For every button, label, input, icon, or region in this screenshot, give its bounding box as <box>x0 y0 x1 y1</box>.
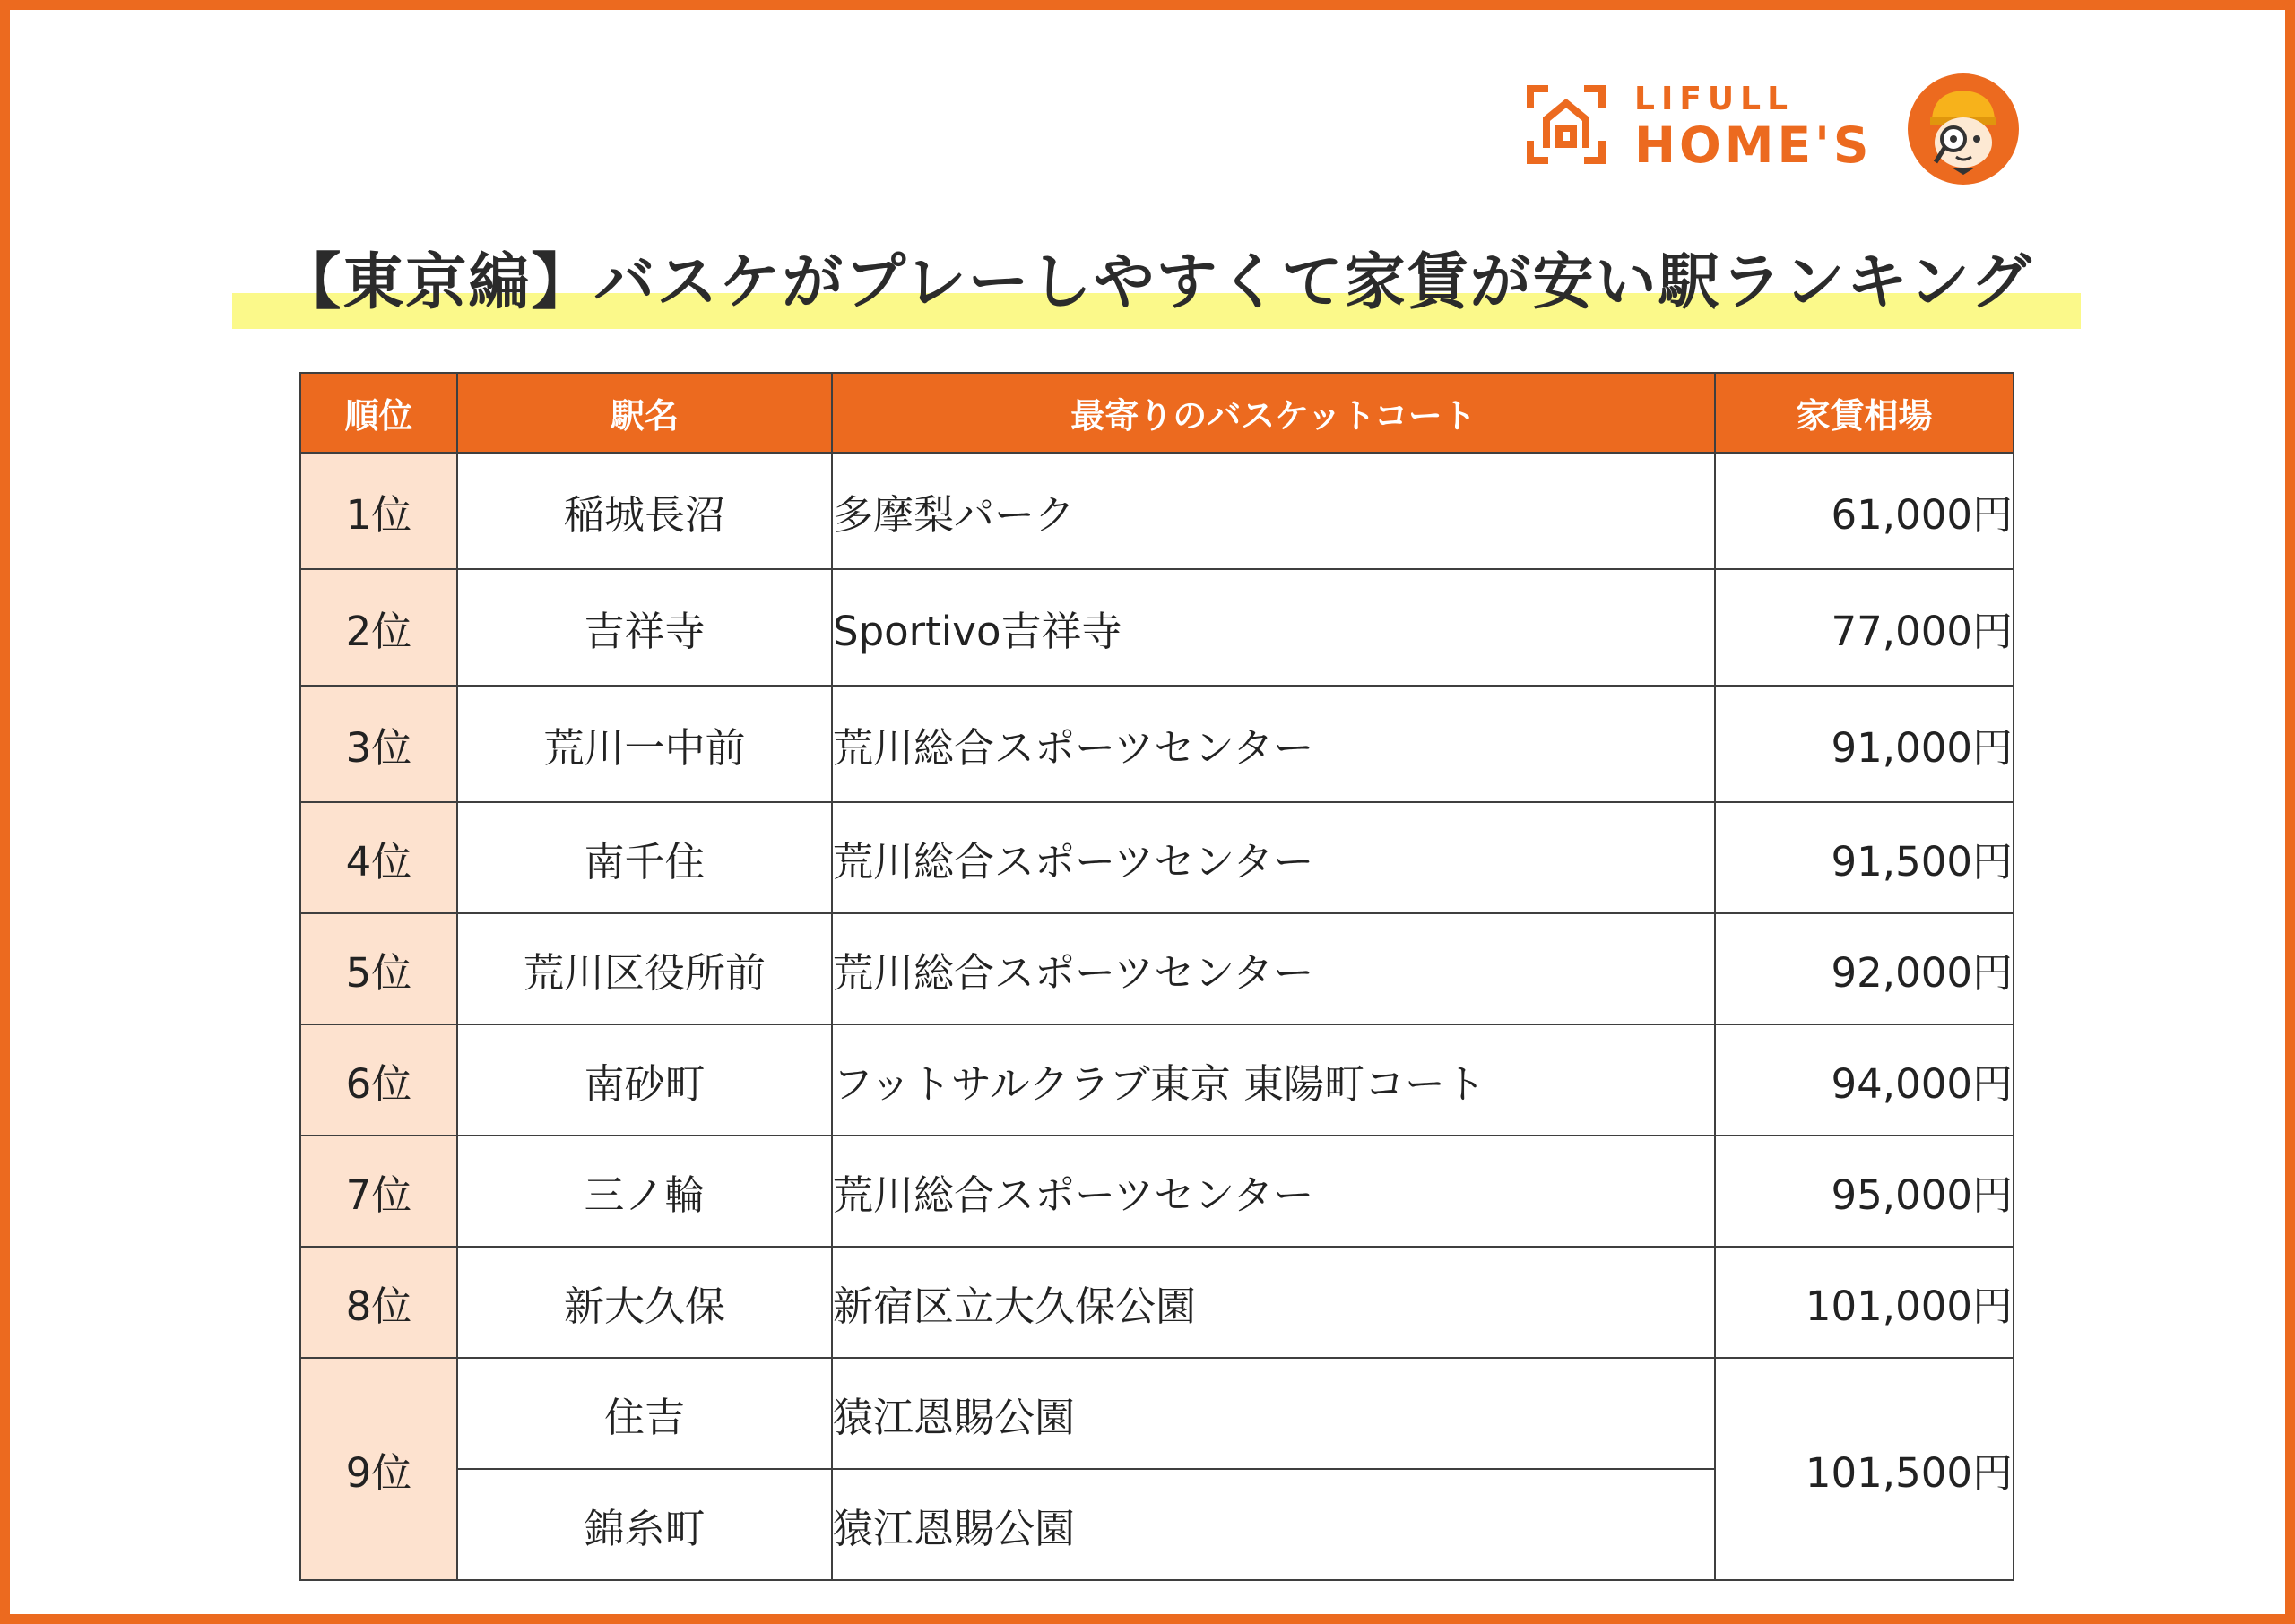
rent-cell: 95,000円 <box>1715 1136 2014 1247</box>
court-cell: 荒川総合スポーツセンター <box>832 802 1715 913</box>
table-row <box>300 453 2014 569</box>
page-title: 【東京編】バスケがプレーしやすくて家賃が安い駅ランキング <box>280 247 2033 318</box>
court-cell: 新宿区立大久保公園 <box>832 1247 1715 1358</box>
rent-cell: 101,000円 <box>1715 1247 2014 1358</box>
court-cell: 猿江恩賜公園 <box>832 1358 1715 1469</box>
rent-cell: 91,000円 <box>1715 686 2014 802</box>
rent-cell: 94,000円 <box>1715 1024 2014 1136</box>
court-cell: 荒川総合スポーツセンター <box>832 913 1715 1024</box>
title-block <box>232 234 2081 333</box>
court-cell: 荒川総合スポーツセンター <box>832 686 1715 802</box>
court-cell: フットサルクラブ東京 東陽町コート <box>832 1024 1715 1136</box>
station-cell: 荒川区役所前 <box>457 913 832 1024</box>
rent-cell: 77,000円 <box>1715 569 2014 686</box>
station-cell: 南砂町 <box>457 1024 832 1136</box>
table-row <box>300 913 2014 1024</box>
station-cell: 稲城長沼 <box>457 453 832 569</box>
header-court: 最寄りのバスケットコート <box>832 373 1715 453</box>
table-row <box>300 1358 2014 1469</box>
header-rent: 家賃相場 <box>1715 373 2014 453</box>
house-logo-icon <box>1525 83 1607 166</box>
brand-line1: LIFULL <box>1634 81 1795 117</box>
rent-cell: 91,500円 <box>1715 802 2014 913</box>
rent-cell: 61,000円 <box>1715 453 2014 569</box>
table-row <box>300 1247 2014 1358</box>
rank-cell: 3位 <box>300 686 457 802</box>
court-cell: 猿江恩賜公園 <box>832 1469 1715 1580</box>
court-cell: Sportivo吉祥寺 <box>832 569 1715 686</box>
rank-cell: 5位 <box>300 913 457 1024</box>
rent-cell: 92,000円 <box>1715 913 2014 1024</box>
station-cell: 新大久保 <box>457 1247 832 1358</box>
rank-cell: 7位 <box>300 1136 457 1247</box>
station-cell: 吉祥寺 <box>457 569 832 686</box>
court-cell: 荒川総合スポーツセンター <box>832 1136 1715 1247</box>
table-header-row <box>300 373 2014 453</box>
rank-cell: 2位 <box>300 569 457 686</box>
header-station: 駅名 <box>457 373 832 453</box>
station-cell: 錦糸町 <box>457 1469 832 1580</box>
table-row <box>300 569 2014 686</box>
station-cell: 南千住 <box>457 802 832 913</box>
table-row <box>300 802 2014 913</box>
rank-cell: 1位 <box>300 453 457 569</box>
station-cell: 住吉 <box>457 1358 832 1469</box>
mascot-with-magnifier-icon <box>1907 73 2020 186</box>
table-row <box>300 1136 2014 1247</box>
rank-cell: 4位 <box>300 802 457 913</box>
header-rank: 順位 <box>300 373 457 453</box>
rank-cell: 9位 <box>300 1358 457 1580</box>
rank-cell: 8位 <box>300 1247 457 1358</box>
table-row <box>300 1024 2014 1136</box>
station-cell: 三ノ輪 <box>457 1136 832 1247</box>
brand-line2: HOME'S <box>1634 117 1873 174</box>
station-cell: 荒川一中前 <box>457 686 832 802</box>
rank-cell: 6位 <box>300 1024 457 1136</box>
brand-logo[interactable] <box>1525 73 2027 186</box>
rent-cell: 101,500円 <box>1715 1358 2014 1580</box>
table-row <box>300 686 2014 802</box>
brand-wordmark <box>1634 82 1873 173</box>
court-cell: 多摩梨パーク <box>832 453 1715 569</box>
ranking-table <box>299 372 2014 1581</box>
